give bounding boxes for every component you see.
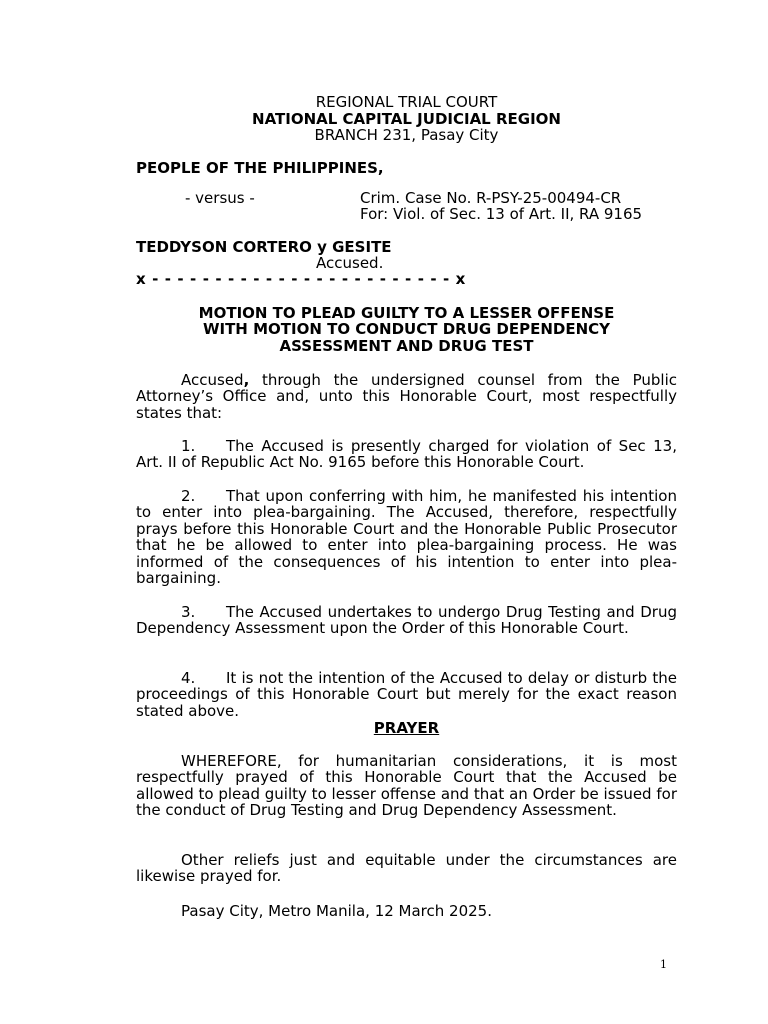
intro-paragraph [136, 372, 677, 421]
paragraph-number: 2. [181, 487, 196, 505]
wherefore-paragraph: WHEREFORE, for humanitarian considerations, it is most respectfully prayed of this Honorable Court that the Accused be allowed to plead guilty to lesser offense and that an Order be issued for the conduct of Drug Testing and Drug Dependency Assessment. [136, 752, 677, 820]
plaintiff-name: PEOPLE OF THE PHILIPPINES, [136, 159, 384, 177]
intro-comma: , [243, 371, 250, 389]
numbered-paragraph-2 [136, 488, 677, 586]
page-number: 1 [660, 958, 667, 971]
paragraph-text: That upon conferring with him, he manifested his intention to enter into plea-bargaining. The Accused, therefore, respectfully prays before this Honorable Court and the Honorable Public Prosecutor that he be allowed to enter into plea-bargaining process. He was informed of the consequences of his intention to enter into plea-bargaining. [136, 487, 677, 588]
caption-separator: x - - - - - - - - - - - - - - - - - - - - - - - - x [136, 270, 466, 288]
versus-label: - versus - [185, 189, 255, 207]
place-and-date: Pasay City, Metro Manila, 12 March 2025. [181, 902, 492, 920]
court-name: REGIONAL TRIAL COURT [315, 93, 498, 111]
accused-label: Accused. [316, 254, 384, 272]
other-reliefs-paragraph: Other reliefs just and equitable under the circumstances are likewise prayed for. [136, 851, 677, 886]
numbered-paragraph-1 [136, 438, 677, 471]
motion-title-line-1: MOTION TO PLEAD GUILTY TO A LESSER OFFENSE [198, 304, 615, 322]
paragraph-number: 3. [181, 603, 196, 621]
paragraph-text: It is not the intention of the Accused to delay or disturb the proceedings of this Honorable Court but merely for the exact reason stated above. [136, 669, 677, 720]
paragraph-number: 1. [181, 437, 196, 455]
paragraph-text: The Accused undertakes to undergo Drug Testing and Drug Dependency Assessment upon the Order of this Honorable Court. [136, 603, 677, 638]
judicial-region: NATIONAL CAPITAL JUDICIAL REGION [252, 110, 561, 128]
case-number: Crim. Case No. R-PSY-25-00494-CR [360, 189, 622, 207]
branch-location: BRANCH 231, Pasay City [314, 126, 499, 144]
motion-title-line-2: WITH MOTION TO CONDUCT DRUG DEPENDENCY [202, 320, 611, 338]
paragraph-text: The Accused is presently charged for violation of Sec 13, Art. II of Republic Act No. 9165 before this Honorable Court. [136, 437, 677, 472]
accused-name: TEDDYSON CORTERO y GESITE [136, 238, 392, 256]
paragraph-number: 4. [181, 669, 196, 687]
intro-text: through the undersigned counsel from the Public Attorney’s Office and, unto this Honorable Court, most respectfully states that: [136, 371, 677, 422]
prayer-heading: PRAYER [373, 719, 440, 737]
numbered-paragraph-4 [136, 670, 677, 719]
offense-description: For: Viol. of Sec. 13 of Art. II, RA 9165 [360, 205, 643, 223]
motion-title-line-3: ASSESSMENT AND DRUG TEST [279, 337, 534, 355]
intro-accused: Accused [181, 371, 244, 389]
numbered-paragraph-3 [136, 604, 677, 637]
